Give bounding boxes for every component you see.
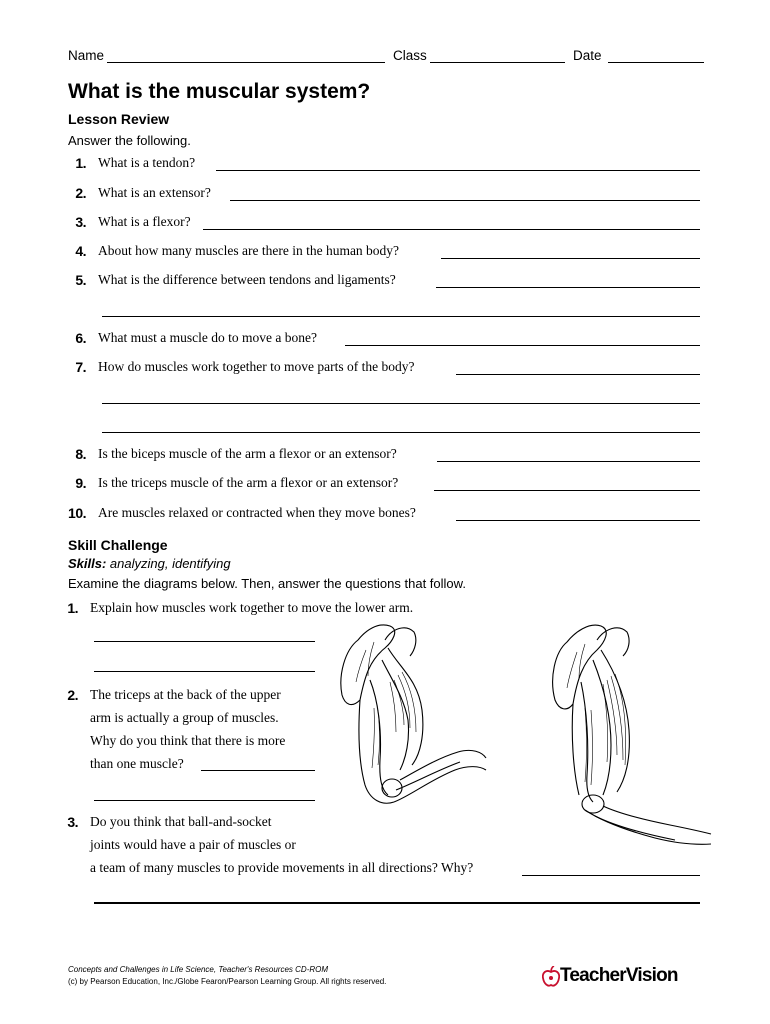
question-number: 4.	[75, 243, 86, 259]
question-text: Explain how muscles work together to move the lower arm.	[90, 600, 414, 615]
answer-line[interactable]	[441, 258, 700, 259]
lesson-review-instruction: Answer the following.	[68, 133, 191, 148]
question-text: Is the triceps muscle of the arm a flexor or an extensor?	[98, 475, 399, 490]
question-number: 2.	[67, 687, 78, 703]
question-number: 6.	[75, 330, 86, 346]
lesson-review-heading: Lesson Review	[68, 111, 170, 127]
class-label: Class	[393, 48, 427, 63]
question-text: How do muscles work together to move parts of the body?	[98, 359, 415, 374]
answer-line[interactable]	[437, 461, 700, 462]
skills-value: analyzing, identifying	[109, 556, 231, 571]
answer-line[interactable]	[102, 403, 700, 404]
bent-arm-diagram	[330, 620, 490, 820]
answer-line[interactable]	[203, 229, 700, 230]
question-text: Do you think that ball-and-socket	[90, 814, 272, 829]
name-label: Name	[68, 48, 105, 63]
question-number: 10.	[68, 505, 86, 521]
answer-line[interactable]	[436, 287, 700, 288]
question-text: What is the difference between tendons and ligaments?	[98, 272, 396, 287]
question-text: What must a muscle do to move a bone?	[98, 330, 317, 345]
answer-line[interactable]	[522, 875, 700, 876]
date-label: Date	[573, 48, 602, 63]
question-text: About how many muscles are there in the human body?	[98, 243, 400, 258]
question-text: What is a flexor?	[98, 214, 191, 229]
question-number: 1.	[75, 155, 86, 171]
skill-challenge-heading: Skill Challenge	[68, 537, 168, 553]
answer-line[interactable]	[434, 490, 700, 491]
question-text: a team of many muscles to provide movements in all directions? Why?	[90, 860, 474, 875]
footer-copyright: (c) by Pearson Education, Inc./Globe Fearon/Pearson Learning Group. All rights reserved.	[68, 977, 387, 986]
answer-line[interactable]	[216, 170, 700, 171]
page-title: What is the muscular system?	[68, 80, 371, 103]
question-number: 8.	[75, 446, 86, 462]
answer-line[interactable]	[230, 200, 700, 201]
question-number: 5.	[75, 272, 86, 288]
answer-line[interactable]	[102, 432, 700, 433]
answer-line[interactable]	[94, 671, 315, 672]
apple-icon	[542, 966, 560, 988]
question-text: What is a tendon?	[98, 155, 196, 170]
question-number: 9.	[75, 475, 86, 491]
answer-line[interactable]	[94, 800, 315, 801]
skills-label: Skills:	[68, 556, 107, 571]
answer-line[interactable]	[94, 902, 700, 904]
question-text: Are muscles relaxed or contracted when they move bones?	[98, 505, 416, 520]
straight-arm-diagram	[545, 620, 715, 850]
question-number: 7.	[75, 359, 86, 375]
answer-line[interactable]	[94, 641, 315, 642]
answer-line[interactable]	[102, 316, 700, 317]
skills-line	[68, 556, 231, 571]
skill-challenge-instruction: Examine the diagrams below. Then, answer the questions that follow.	[68, 576, 466, 591]
question-text: The triceps at the back of the upper	[90, 687, 281, 702]
answer-line[interactable]	[456, 520, 700, 521]
question-number: 1.	[67, 600, 78, 616]
question-text: Is the biceps muscle of the arm a flexor or an extensor?	[98, 446, 397, 461]
question-text: What is an extensor?	[98, 185, 211, 200]
question-number: 3.	[75, 214, 86, 230]
teachervision-logo	[540, 962, 700, 992]
date-field[interactable]	[608, 62, 704, 63]
question-number: 3.	[67, 814, 78, 830]
question-text: than one muscle?	[90, 756, 184, 771]
question-text: Why do you think that there is more	[90, 733, 286, 748]
answer-line[interactable]	[345, 345, 700, 346]
name-field[interactable]	[107, 62, 385, 63]
question-text: joints would have a pair of muscles or	[90, 837, 296, 852]
question-text: arm is actually a group of muscles.	[90, 710, 279, 725]
question-number: 2.	[75, 185, 86, 201]
class-field[interactable]	[430, 62, 565, 63]
footer-source: Concepts and Challenges in Life Science, Teacher's Resources CD-ROM	[68, 965, 329, 974]
answer-line[interactable]	[201, 770, 315, 771]
answer-line[interactable]	[456, 374, 700, 375]
logo-text: TeacherVision	[560, 965, 678, 986]
